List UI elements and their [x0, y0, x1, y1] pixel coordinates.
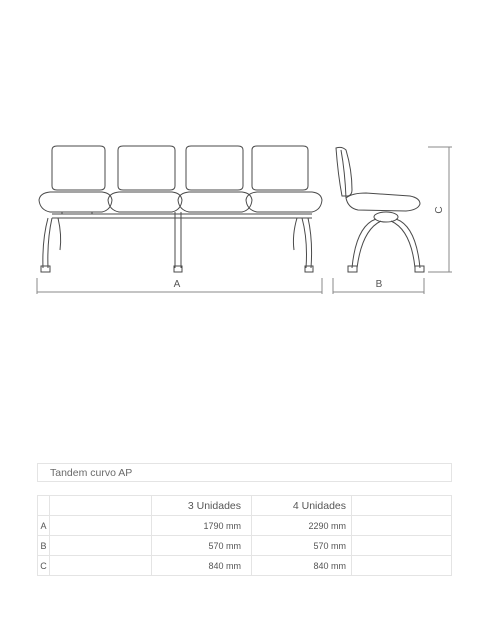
table-row	[38, 516, 452, 536]
dimension-a-label: A	[173, 279, 181, 290]
row-spacer	[50, 516, 152, 536]
dimension-c-label: C	[434, 206, 445, 214]
row-label: B	[38, 536, 50, 556]
row-value-4-units: 570 mm	[252, 536, 352, 556]
dimension-table	[37, 495, 452, 576]
row-value-3-units: 1790 mm	[152, 516, 252, 536]
row-empty-cell	[352, 536, 452, 556]
spec-title: Tandem curvo AP	[50, 467, 133, 479]
header-blank-cell	[38, 496, 50, 516]
dimension-b-label: B	[375, 279, 383, 290]
header-4-units: 4 Unidades	[252, 496, 352, 516]
header-3-units: 3 Unidades	[152, 496, 252, 516]
table-row	[38, 536, 452, 556]
row-spacer	[50, 536, 152, 556]
row-empty-cell	[352, 556, 452, 576]
row-empty-cell	[352, 516, 452, 536]
header-spacer-cell	[50, 496, 152, 516]
table-row	[38, 556, 452, 576]
header-empty-cell	[352, 496, 452, 516]
seat-4	[246, 146, 322, 212]
row-value-3-units: 840 mm	[152, 556, 252, 576]
seat-2	[108, 146, 182, 212]
row-label: C	[38, 556, 50, 576]
seat-3	[178, 146, 252, 212]
row-label: A	[38, 516, 50, 536]
row-value-3-units: 570 mm	[152, 536, 252, 556]
row-value-4-units: 2290 mm	[252, 516, 352, 536]
seat-1	[39, 146, 112, 214]
table-header-row	[38, 496, 452, 516]
row-spacer	[50, 556, 152, 576]
row-value-4-units: 840 mm	[252, 556, 352, 576]
side-view-chair	[336, 147, 424, 272]
legs	[41, 212, 313, 272]
front-view-bench	[39, 146, 322, 272]
spec-title-box	[37, 463, 452, 482]
